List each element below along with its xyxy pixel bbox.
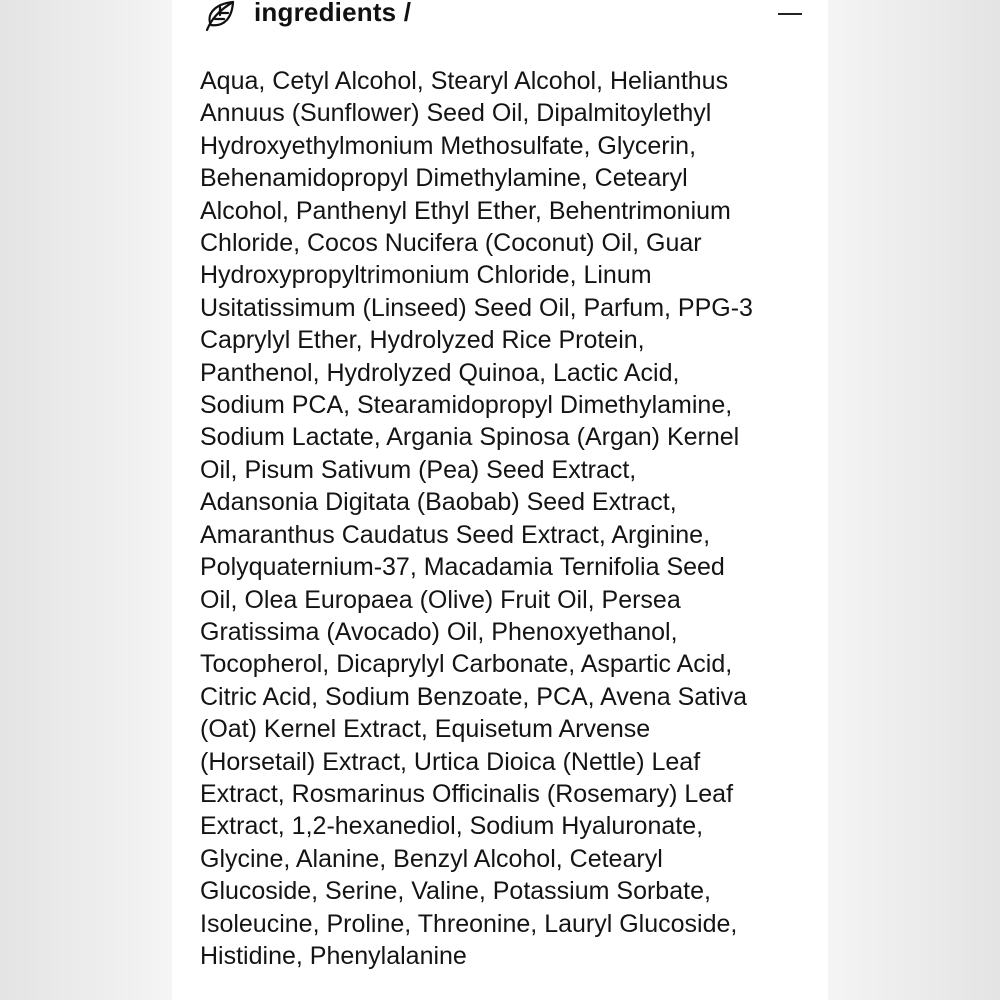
ingredients-line: (Oat) Kernel Extract, Equisetum Arvense <box>200 715 651 744</box>
ingredients-line: Caprylyl Ether, Hydrolyzed Rice Protein, <box>200 326 645 355</box>
ingredients-line: Sodium PCA, Stearamidopropyl Dimethylamine, <box>200 391 733 420</box>
section-title: ingredients / <box>254 0 412 27</box>
ingredients-line: Gratissima (Avocado) Oil, Phenoxyethanol, <box>200 617 678 646</box>
ingredients-line: Behenamidopropyl Dimethylamine, Cetearyl <box>200 164 688 193</box>
leaf-icon <box>202 0 238 34</box>
ingredients-list <box>200 65 810 972</box>
ingredients-line: Glycine, Alanine, Benzyl Alcohol, Cetearyl <box>200 844 663 873</box>
ingredients-line: Amaranthus Caudatus Seed Extract, Arginine, <box>200 520 711 549</box>
ingredients-line: Panthenol, Hydrolyzed Quinoa, Lactic Acid, <box>200 358 680 387</box>
ingredients-line: Chloride, Cocos Nucifera (Coconut) Oil, Guar <box>200 229 702 258</box>
ingredients-line: Citric Acid, Sodium Benzoate, PCA, Avena Sativa <box>200 682 748 711</box>
ingredients-line: Isoleucine, Proline, Threonine, Lauryl Glucoside, <box>200 909 738 938</box>
ingredients-panel <box>172 0 828 1000</box>
ingredients-line: Glucoside, Serine, Valine, Potassium Sorbate, <box>200 877 711 906</box>
ingredients-line: Polyquaternium-37, Macadamia Ternifolia Seed <box>200 553 725 582</box>
ingredients-line: Oil, Pisum Sativum (Pea) Seed Extract, <box>200 455 637 484</box>
ingredients-line: Tocopherol, Dicaprylyl Carbonate, Aspartic Acid, <box>200 650 733 679</box>
background-right <box>828 0 1000 1000</box>
ingredients-line: Hydroxyethylmonium Methosulfate, Glycerin, <box>200 131 697 160</box>
ingredients-header[interactable] <box>172 0 828 32</box>
ingredients-line: Extract, Rosmarinus Officinalis (Rosemary) Leaf <box>200 779 734 808</box>
ingredients-line: Sodium Lactate, Argania Spinosa (Argan) Kernel <box>200 423 740 452</box>
ingredients-line: Histidine, Phenylalanine <box>200 941 467 970</box>
minus-collapse-icon[interactable] <box>774 2 806 28</box>
ingredients-line: (Horsetail) Extract, Urtica Dioica (Nettle) Leaf <box>200 747 701 776</box>
background-left <box>0 0 172 1000</box>
ingredients-line: Extract, 1,2-hexanediol, Sodium Hyaluronate, <box>200 812 704 841</box>
ingredients-line: Hydroxypropyltrimonium Chloride, Linum <box>200 261 652 290</box>
ingredients-line: Adansonia Digitata (Baobab) Seed Extract, <box>200 488 677 517</box>
ingredients-line: Alcohol, Panthenyl Ethyl Ether, Behentrimonium <box>200 196 731 225</box>
ingredients-line: Oil, Olea Europaea (Olive) Fruit Oil, Persea <box>200 585 681 614</box>
ingredients-line: Aqua, Cetyl Alcohol, Stearyl Alcohol, Helianthus <box>200 67 729 95</box>
ingredients-line: Usitatissimum (Linseed) Seed Oil, Parfum, PPG-3 <box>200 293 753 322</box>
ingredients-line: Annuus (Sunflower) Seed Oil, Dipalmitoylethyl <box>200 99 712 128</box>
